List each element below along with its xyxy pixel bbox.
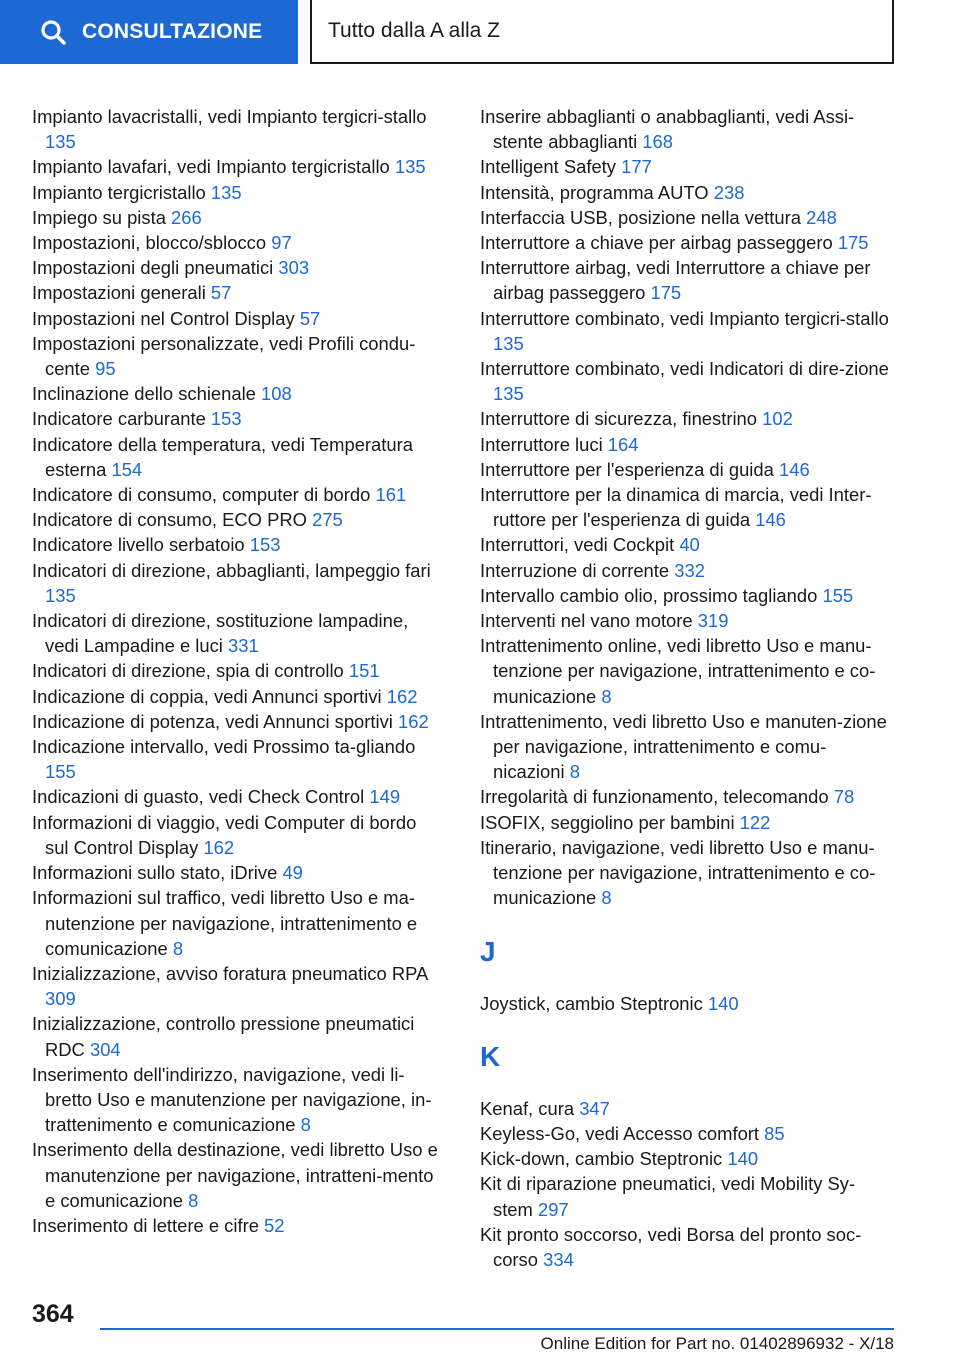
index-entry	[32, 104, 444, 154]
index-entry-text: Kit di riparazione pneumatici, vedi Mobility Sy-stem	[480, 1173, 856, 1220]
index-entries-i-continued	[480, 104, 892, 911]
page-reference-link[interactable]: 168	[642, 131, 673, 153]
index-entry-text: Irregolarità di funzionamento, telecomando	[480, 786, 829, 808]
index-entry-text: Indicatori di direzione, spia di controllo	[32, 660, 344, 682]
page-reference-link[interactable]: 8	[601, 887, 612, 909]
section-tab[interactable]	[310, 0, 894, 64]
page-reference-link[interactable]: 108	[261, 383, 292, 405]
page-reference-link[interactable]: 149	[369, 786, 401, 808]
index-entry	[480, 230, 892, 255]
index-entry	[480, 180, 892, 205]
index-entry-text: Interruttore per l'esperienza di guida	[480, 458, 774, 480]
index-entry-text: Indicatore livello serbatoio	[32, 534, 245, 556]
index-entry-text: Inizializzazione, avviso foratura pneumatico RPA	[32, 962, 428, 984]
page-reference-link[interactable]: 135	[210, 181, 242, 203]
index-entry	[480, 1222, 892, 1272]
index-entry	[480, 583, 892, 608]
page-reference-link[interactable]: 332	[674, 559, 705, 581]
page-reference-link[interactable]: 140	[727, 1148, 759, 1170]
page-reference-link[interactable]: 162	[386, 685, 418, 707]
index-entry	[32, 432, 444, 482]
index-entry	[32, 1062, 444, 1138]
index-entry	[32, 961, 444, 1011]
search-icon	[40, 19, 66, 45]
index-entry-text: Kenaf, cura	[480, 1097, 575, 1119]
index-entry	[32, 280, 444, 305]
index-entry	[480, 104, 892, 154]
index-entries-k	[480, 1096, 892, 1272]
index-entry	[32, 180, 444, 205]
page-number: 364	[32, 1300, 74, 1328]
index-entry-text: Indicatori di direzione, sostituzione lampadine, vedi Lampadine e luci	[32, 610, 409, 657]
index-entry-text: Impianto lavafari, vedi Impianto tergicristallo	[32, 156, 390, 178]
page-reference-link[interactable]: 49	[282, 862, 303, 884]
index-entry-text: Indicatori di direzione, abbaglianti, lampeggio fari	[32, 559, 431, 581]
page-reference-link[interactable]: 135	[45, 131, 76, 153]
page-reference-link[interactable]: 266	[171, 206, 202, 228]
index-entry-text: Interruttore luci	[480, 433, 603, 455]
index-entry-text: Inserimento di lettere e cifre	[32, 1214, 259, 1236]
index-entry-text: Intrattenimento online, vedi libretto Uso e manu-tenzione per navigazione, intrattenimento e co-municazione	[480, 635, 876, 707]
index-entry-text: Impostazioni degli pneumatici	[32, 257, 274, 279]
index-entry	[32, 658, 444, 683]
index-entry-text: Indicatore carburante	[32, 408, 206, 430]
page-reference-link[interactable]: 8	[172, 937, 184, 959]
page-reference-link[interactable]: 162	[398, 710, 429, 732]
page-reference-link[interactable]: 309	[45, 988, 76, 1010]
index-entry	[32, 532, 444, 557]
index-entry-text: Itinerario, navigazione, vedi libretto Uso e manu-tenzione per navigazione, intrattenimento e co-municazione	[480, 836, 876, 909]
index-entry-text: Impianto tergicristallo	[32, 181, 206, 203]
index-entry-text: Intelligent Safety	[480, 156, 616, 178]
page-reference-link[interactable]: 146	[755, 509, 786, 531]
index-entry-text: Indicazione di coppia, vedi Annunci sportivi	[32, 685, 382, 707]
index-entry	[32, 608, 444, 658]
page-reference-link[interactable]: 238	[713, 181, 745, 203]
page-reference-link[interactable]: 8	[300, 1114, 311, 1136]
page-reference-link[interactable]: 97	[271, 232, 292, 254]
page-reference-link[interactable]: 57	[210, 282, 232, 304]
page-header	[0, 0, 960, 66]
page-reference-link[interactable]: 155	[45, 761, 76, 783]
page-reference-link[interactable]: 304	[89, 1038, 121, 1060]
page-reference-link[interactable]: 135	[45, 584, 76, 606]
page-reference-link[interactable]: 146	[778, 458, 810, 480]
index-entry	[480, 255, 892, 305]
index-entry-text: Indicazioni di guasto, vedi Check Control	[32, 786, 365, 808]
index-entry	[32, 684, 444, 709]
index-entry	[32, 860, 444, 885]
page-reference-link[interactable]: 102	[762, 408, 793, 430]
page-reference-link[interactable]: 162	[203, 836, 235, 858]
section-letter-j: J	[480, 935, 496, 967]
index-entry	[480, 835, 892, 911]
index-entry	[480, 1096, 892, 1121]
page-reference-link[interactable]: 319	[697, 610, 729, 632]
page-reference-link[interactable]: 40	[679, 534, 700, 556]
page-reference-link[interactable]: 78	[833, 786, 855, 808]
index-column-left	[32, 104, 444, 1238]
index-entry-text: Indicazione intervallo, vedi Prossimo ta-gliando	[32, 736, 416, 758]
page-reference-link[interactable]: 331	[228, 635, 259, 657]
page-reference-link[interactable]: 135	[493, 383, 524, 405]
index-entry-text: Impostazioni nel Control Display	[32, 307, 295, 329]
index-entry-text: Impianto lavacristalli, vedi Impianto tergicri-stallo	[32, 106, 427, 127]
index-entry	[32, 709, 444, 734]
page-reference-link[interactable]: 297	[537, 1198, 569, 1220]
page-reference-link[interactable]: 154	[111, 458, 143, 480]
index-entry	[480, 633, 892, 709]
page-footer	[0, 1296, 960, 1362]
section-letter-k: K	[480, 1040, 501, 1072]
index-entry-text: Kick-down, cambio Steptronic	[480, 1148, 723, 1170]
index-entry	[32, 810, 444, 860]
index-entries-j	[480, 991, 892, 1016]
index-entry-text: Impiego su pista	[32, 206, 166, 228]
page-reference-link[interactable]: 135	[394, 156, 426, 178]
page-reference-link[interactable]: 161	[375, 484, 407, 506]
index-entry	[480, 356, 892, 406]
index-entry	[480, 154, 892, 179]
index-entry-text: Indicatore di consumo, ECO PRO	[32, 509, 307, 531]
index-entry	[32, 331, 444, 381]
index-entry	[480, 1121, 892, 1146]
page-reference-link[interactable]: 334	[543, 1248, 574, 1270]
index-entry	[480, 608, 892, 633]
index-entry	[32, 1011, 444, 1061]
index-entry-text: Inclinazione dello schienale	[32, 383, 256, 405]
index-entry-text: Keyless-Go, vedi Accesso comfort	[480, 1122, 760, 1144]
index-entry	[32, 255, 444, 280]
index-column-right	[480, 104, 892, 1272]
page-reference-link[interactable]: 140	[707, 992, 739, 1014]
page-reference-link[interactable]: 8	[569, 761, 580, 783]
page-reference-link[interactable]: 303	[278, 257, 310, 279]
index-entry	[32, 885, 444, 961]
index-entry	[480, 205, 892, 230]
page-reference-link[interactable]: 57	[299, 307, 321, 329]
index-entry	[32, 205, 444, 230]
index-entry	[480, 558, 892, 583]
index-entry	[32, 406, 444, 431]
index-entry-text: Impostazioni personalizzate, vedi Profili condu-cente	[32, 332, 416, 380]
page-reference-link[interactable]: 248	[806, 206, 837, 228]
index-entry-text: Impostazioni, blocco/sblocco	[32, 232, 267, 254]
page-reference-link[interactable]: 95	[95, 358, 116, 380]
index-entry	[32, 482, 444, 507]
page-reference-link[interactable]: 135	[493, 332, 524, 354]
page-reference-link[interactable]: 153	[249, 534, 281, 556]
index-entry-text: Inizializzazione, controllo pressione pneumatici RDC	[32, 1013, 415, 1060]
footer-rule	[100, 1328, 894, 1330]
index-entry-text: Interruttori, vedi Cockpit	[480, 534, 675, 556]
index-entry-text: Interruttore di sicurezza, finestrino	[480, 408, 757, 430]
index-entry	[480, 1171, 892, 1221]
index-entry-text: Intensità, programma AUTO	[480, 181, 709, 203]
index-entry	[32, 154, 444, 179]
index-entry	[32, 734, 444, 784]
page-reference-link[interactable]: 175	[837, 232, 869, 254]
index-entry-text: Informazioni di viaggio, vedi Computer di bordo sul Control Display	[32, 811, 417, 858]
index-entry-text: Interfaccia USB, posizione nella vettura	[480, 206, 801, 228]
index-entry-text: Indicatore della temperatura, vedi Temperatura esterna	[32, 433, 413, 480]
page-reference-link[interactable]: 164	[607, 433, 639, 455]
index-entry-text: Interruzione di corrente	[480, 559, 670, 581]
page-reference-link[interactable]: 52	[264, 1214, 285, 1236]
index-entry	[480, 482, 892, 532]
index-entry-text: Intervallo cambio olio, prossimo tagliando	[480, 584, 818, 606]
index-entry-text: Impostazioni generali	[32, 282, 206, 304]
index-entry	[480, 810, 892, 835]
index-entry	[32, 1137, 444, 1213]
index-entry	[32, 558, 444, 608]
consultazione-label: CONSULTAZIONE	[82, 20, 263, 43]
index-entry	[32, 381, 444, 406]
page-reference-link[interactable]: 122	[739, 811, 771, 833]
page-reference-link[interactable]: 347	[579, 1097, 610, 1119]
index-entry-text: Interruttore per la dinamica di marcia, vedi Inter-ruttore per l'esperienza di guida	[480, 484, 872, 531]
index-entry-text: Indicatore di consumo, computer di bordo	[32, 484, 371, 506]
page-reference-link[interactable]: 8	[188, 1189, 199, 1211]
page-reference-link[interactable]: 85	[764, 1122, 785, 1144]
index-entry	[32, 784, 444, 809]
index-entry	[32, 1213, 444, 1238]
page-reference-link[interactable]: 151	[348, 660, 380, 682]
index-entry-text: Inserimento dell'indirizzo, navigazione, vedi li-bretto Uso e manutenzione per navigazione, in-trattenimento e comunicazione	[32, 1063, 432, 1136]
index-entry-text: Interruttore a chiave per airbag passeggero	[480, 232, 833, 254]
index-entry	[480, 457, 892, 482]
index-entry	[480, 1146, 892, 1171]
index-entry-text: Inserire abbaglianti o anabbaglianti, vedi Assi-stente abbaglianti	[480, 106, 855, 153]
index-entry-text: Interruttore combinato, vedi Impianto tergicri-stallo	[480, 307, 889, 329]
index-entry-text: Interventi nel vano motore	[480, 610, 693, 632]
index-entry-text: Informazioni sul traffico, vedi libretto Uso e ma-nutenzione per navigazione, intrattenimento e comunicazione	[32, 887, 418, 959]
index-entry	[32, 306, 444, 331]
index-entry-text: Intrattenimento, vedi libretto Uso e manuten-zione per navigazione, intrattenimento e comu-nicazioni	[480, 710, 887, 783]
index-entry	[480, 306, 892, 356]
index-entry	[480, 432, 892, 457]
page-reference-link[interactable]: 153	[210, 408, 242, 430]
index-entry-text: Kit pronto soccorso, vedi Borsa del pronto soc-corso	[480, 1223, 862, 1270]
edition-text: Online Edition for Part no. 01402896932 - X/18	[540, 1334, 894, 1353]
index-entry-text: Inserimento della destinazione, vedi libretto Uso e manutenzione per navigazione, intratteni-mento e comunicazione	[32, 1139, 438, 1211]
consultazione-tab[interactable]	[0, 0, 298, 64]
index-entry	[480, 991, 892, 1016]
index-entry	[480, 784, 892, 809]
page-reference-link[interactable]: 155	[822, 584, 854, 606]
index-entry-text: Informazioni sullo stato, iDrive	[32, 862, 278, 884]
index-entry-text: Joystick, cambio Steptronic	[480, 992, 703, 1014]
page-reference-link[interactable]: 275	[312, 509, 343, 531]
index-entry	[32, 230, 444, 255]
index-entry	[480, 406, 892, 431]
index-entry-text: ISOFIX, seggiolino per bambini	[480, 811, 735, 833]
page-reference-link[interactable]: 175	[650, 282, 682, 304]
index-entry	[480, 532, 892, 557]
index-entry	[480, 709, 892, 785]
index-entry	[32, 507, 444, 532]
index-entry-text: Interruttore combinato, vedi Indicatori di dire-zione	[480, 358, 889, 380]
index-entry-text: Indicazione di potenza, vedi Annunci sportivi	[32, 710, 393, 732]
page-reference-link[interactable]: 177	[621, 156, 652, 178]
section-label: Tutto dalla A alla Z	[328, 19, 500, 42]
index-entry-text: Interruttore airbag, vedi Interruttore a chiave per airbag passeggero	[480, 257, 871, 304]
page-reference-link[interactable]: 8	[601, 685, 612, 707]
